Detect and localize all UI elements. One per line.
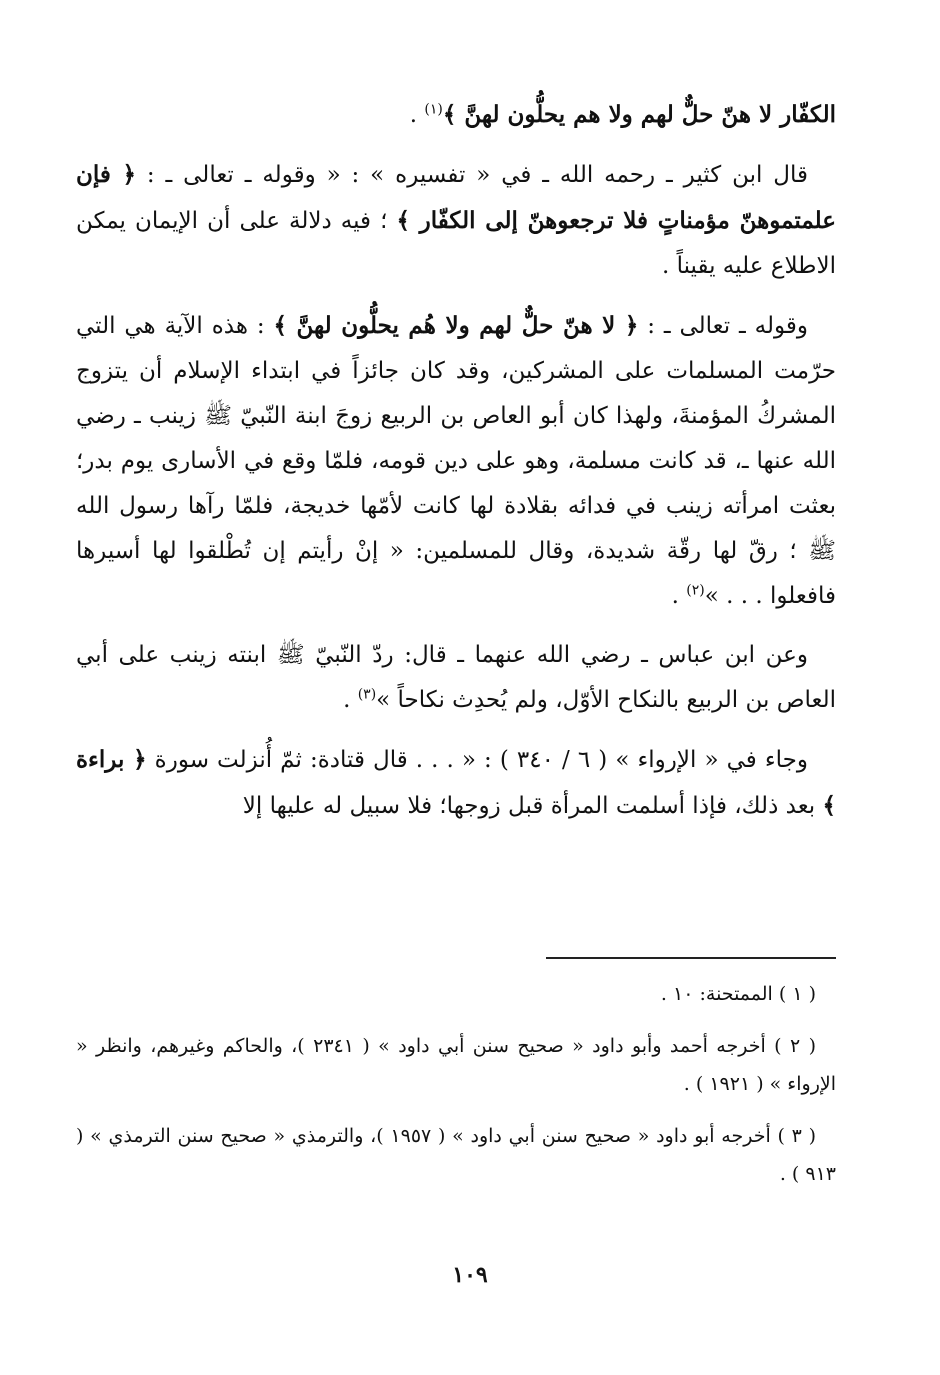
paragraph-3	[76, 303, 836, 619]
text-segment: وقوله ـ تعالى ـ :	[638, 313, 808, 339]
footnote-divider	[546, 957, 836, 959]
text-segment: وجاء في « الإرواء » ( ٦ / ٣٤٠ ) : « . . . قال قتادة: ثمّ أُنزلت سورة	[146, 747, 808, 773]
text-segment: قال ابن كثير ـ رحمه الله ـ في « تفسيره » : « وقوله ـ تعالى ـ :	[135, 162, 808, 188]
quran-quote: ﴿ لا هنّ حلٌّ لهم ولا هُم يحلُّون لهنَّ ﴾	[273, 312, 639, 339]
paragraph-2	[76, 152, 836, 289]
footnotes	[76, 975, 836, 1207]
text-segment: .	[343, 687, 358, 713]
quran-quote: ﴿ براءة ﴾	[76, 746, 836, 819]
paragraph-1	[76, 92, 836, 138]
text-segment: : هذه الآية هي التي حرّمت المسلمات على المشركين، وقد كان جائزاً في ابتداء الإسلام أن يتزوج المشركُ المؤمنةَ، ولهذا كان أبو العاص بن الربيع زوجَ ابنة النّبيّ ﷺ زينب ـ رضي الله عنها ـ، قد كانت مسلمة، وهو على دين قومه، فلمّا وقع في الأسارى يوم بدر؛ بعثت امرأته زينب في فدائه بقلادة لها كانت لأمّها خديجة، فلمّا رآها رسول الله ﷺ ؛ رقّ لها رقّة شديدة، وقال للمسلمين: « إنْ رأيتم إن تُطْلقوا لها أسيرها فافعلوا . . . »	[76, 313, 836, 609]
text-segment: .	[409, 102, 425, 128]
footnote-ref-3: (٣)	[357, 686, 377, 703]
page-number: ١٠٩	[452, 1262, 488, 1288]
quran-quote: الكفّار لا هنّ حلٌّ لهم ولا هم يحلُّون لهنَّ ﴾	[442, 101, 836, 128]
text-segment: ؛ فيه دلالة على أن الإيمان يمكن الاطلاع عليه يقيناً .	[76, 208, 836, 279]
footnote-ref-1: (١)	[424, 101, 443, 118]
paragraph-5	[76, 737, 836, 829]
text-segment: وعن ابن عباس ـ رضي الله عنهما ـ قال: ردّ النّبيّ ﷺ ابنته زينب على أبي العاص بن الربيع بالنكاح الأوّل، ولم يُحدِث نكاحاً »	[76, 642, 836, 713]
footnote-3: ( ٣ ) أخرجه أبو داود « صحيح سنن أبي داود » ( ١٩٥٧ )، والترمذي « صحيح سنن الترمذي » ( ٩١٣ ) .	[76, 1125, 836, 1185]
text-segment: بعد ذلك، فإذا أسلمت المرأة قبل زوجها؛ فلا سبيل له عليها إلا	[242, 793, 823, 819]
footnote-1: ( ١ ) الممتحنة: ١٠ .	[660, 983, 816, 1005]
main-text	[76, 92, 836, 843]
footnote-2: ( ٢ ) أخرجه أحمد وأبو داود « صحيح سنن أبي داود » ( ٢٣٤١ )، والحاكم وغيرهم، وانظر « الإرواء » ( ١٩٢١ ) .	[76, 1035, 836, 1095]
footnote-ref-2: (٢)	[686, 582, 705, 599]
paragraph-4	[76, 633, 836, 723]
text-segment: .	[671, 583, 687, 609]
quran-quote: ﴿ فإن علمتموهنّ مؤمناتٍ فلا ترجعوهنّ إلى الكفّار ﴾	[76, 161, 836, 234]
